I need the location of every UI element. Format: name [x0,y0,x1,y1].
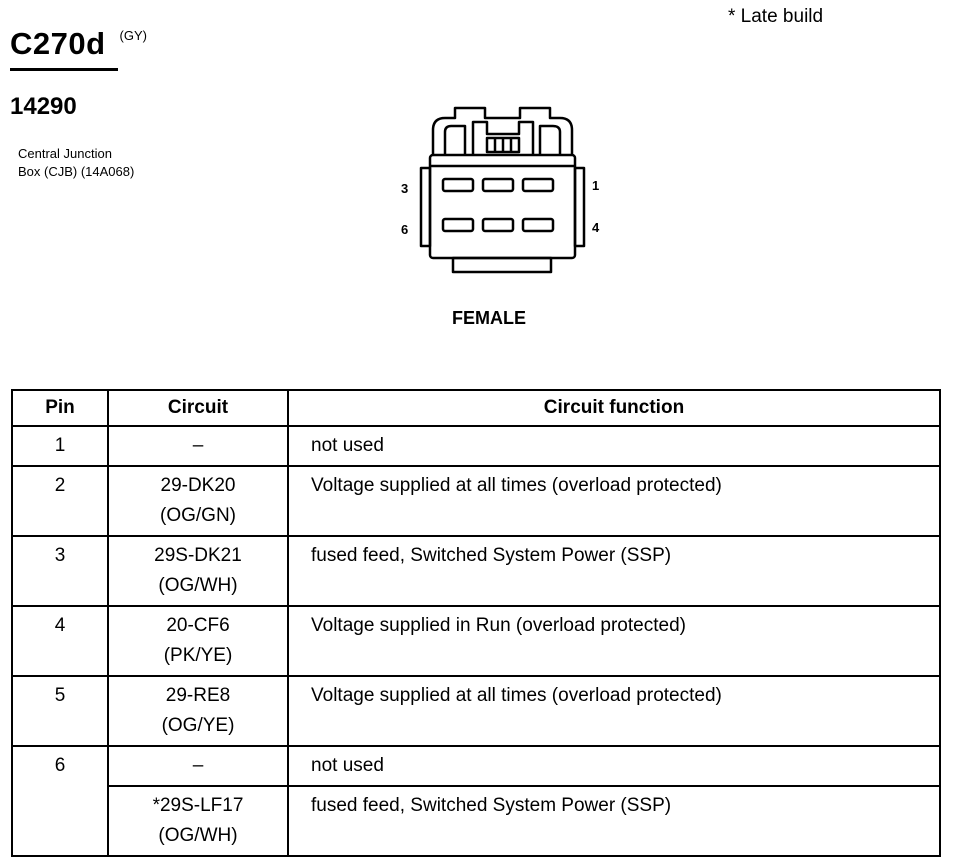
late-build-note: * Late build [728,6,824,27]
table-row [12,676,940,746]
cavity-4 [523,219,553,231]
face-label-3: 3 [401,181,409,196]
face-label-4: 4 [592,220,600,235]
header-circuit: Circuit [108,390,288,426]
face-label-6: 6 [401,222,409,237]
bottom-tab [453,258,551,272]
circuit-wire-color: (OG/WH) [158,575,238,596]
circuit-function-cell: Voltage supplied at all times (overload protected) [288,676,940,746]
circuit-cell [108,606,288,676]
pin-cell: 5 [12,676,108,746]
title-underline [10,68,118,71]
pin-table [11,389,941,857]
table-row [12,786,940,856]
circuit-cell [108,676,288,746]
pin-cell: 3 [12,536,108,606]
table-body [12,426,940,856]
header-pin: Pin [12,390,108,426]
circuit-cell [108,746,288,786]
circuit-number: 29-RE8 [165,685,231,706]
circuit-number: – [192,435,204,456]
connector-gender: FEMALE [452,308,526,328]
circuit-wire-color: (OG/WH) [158,825,238,846]
circuit-number: 29S-DK21 [154,545,242,566]
table-row [12,606,940,676]
circuit-wire-color: (OG/YE) [161,715,235,736]
pin-cell: 2 [12,466,108,536]
circuit-function-cell: not used [288,426,940,466]
circuit-function-cell: Voltage supplied at all times (overload protected) [288,466,940,536]
table-row [12,536,940,606]
connector-title [10,26,147,62]
pin-cell: 6 [12,746,108,856]
circuit-cell [108,426,288,466]
circuit-number: 20-CF6 [166,615,230,636]
circuit-cell [108,786,288,856]
circuit-wire-color: (PK/YE) [163,645,233,666]
circuit-wire-color: (OG/GN) [160,505,236,526]
part-number: 14290 [10,93,77,120]
cavity-2 [483,179,513,191]
circuit-number: *29S-LF17 [152,795,244,816]
cavity-6 [443,219,473,231]
table-row [12,426,940,466]
circuit-number: 29-DK20 [160,475,236,496]
table-header-row [12,390,940,426]
circuit-function-cell: fused feed, Switched System Power (SSP) [288,536,940,606]
table-row [12,466,940,536]
table-row [12,746,940,786]
circuit-cell [108,536,288,606]
connector-color: (GY) [119,28,147,43]
circuit-number: – [192,755,204,776]
description-line-1: Central Junction [18,146,112,161]
circuit-function-cell: Voltage supplied in Run (overload protected) [288,606,940,676]
header-circuit-function: Circuit function [288,390,940,426]
circuit-cell [108,466,288,536]
connector-id: C270d [10,26,106,61]
connector-description [18,145,134,181]
right-flange [575,168,584,246]
pin-cell: 1 [12,426,108,466]
connector-face-diagram [395,100,610,280]
cavity-3 [443,179,473,191]
cavity-1 [523,179,553,191]
cavity-5 [483,219,513,231]
circuit-function-cell: not used [288,746,940,786]
description-line-2: Box (CJB) (14A068) [18,164,135,179]
connector-body [430,155,575,258]
left-flange [421,168,430,246]
face-label-1: 1 [592,178,600,193]
circuit-function-cell: fused feed, Switched System Power (SSP) [288,786,940,856]
pin-cell: 4 [12,606,108,676]
